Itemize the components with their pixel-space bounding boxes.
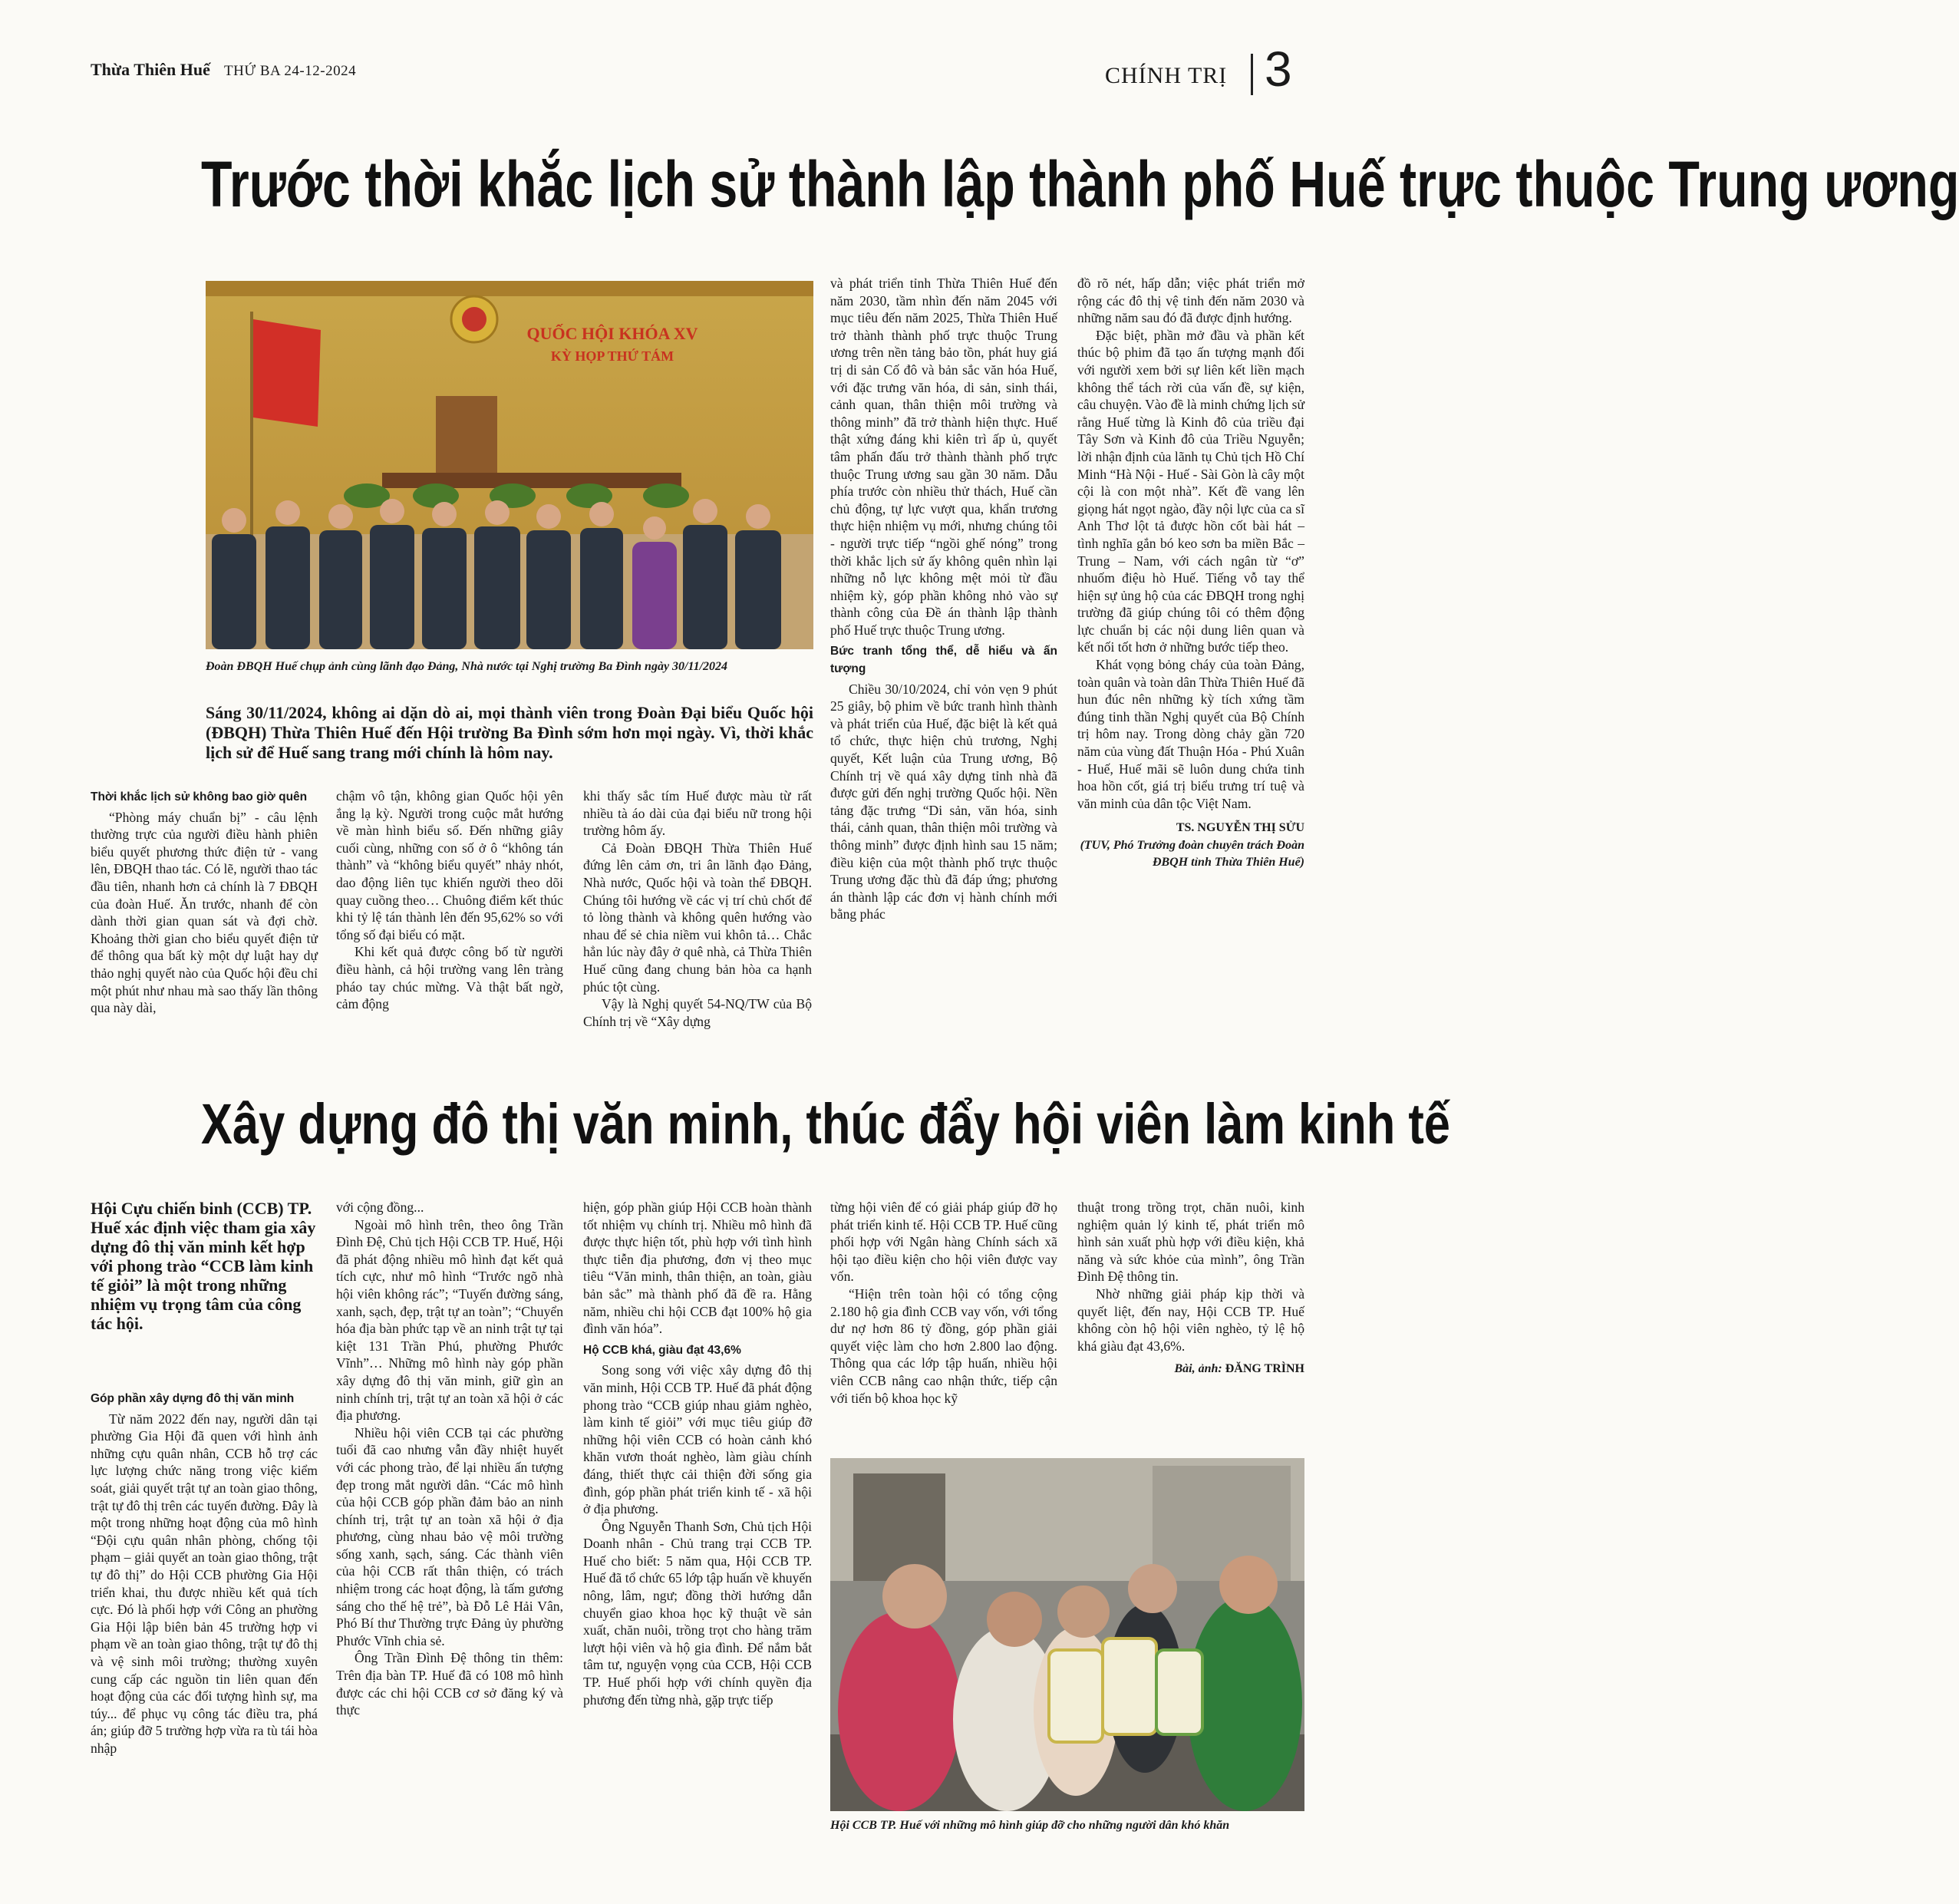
article1-photo: [206, 281, 813, 649]
article1-paragraph: Đặc biệt, phần mở đầu và phần kết thúc bộ phim đã tạo ấn tượng mạnh đối với người xem bởi sự liên kết liền mạch không thể tách rời của vấn đề, sự kiện, câu chuyện. Vào đề là minh chứng lịch sử rằng Huế từng là Kinh đô của triều đại Tây Sơn và Kinh đô của Triều Nguyễn; lời nhận định của lãnh tụ Chủ tịch Hồ Chí Minh “Hà Nội - Huế - Sài Gòn là cây một cội là con một nhà”. Kết đề vang lên giọng hát ngọt ngào, đầy nội lực của ca sĩ Anh Thơ lột tả được hồn cốt bài hát – tình nghĩa gắn bó keo sơn ba miền Bắc – Trung – Nam, với cách ngân từ “ơ” nhuốm điệu hò Huế. Tiếng vỗ tay thể hiện sự ủng hộ của các ĐBQH trong nghị trường đã giúp chúng tôi có thêm động lực chuẩn bị các nội dung liên quan và kết nối tốt hơn ở những bước tiếp theo.: [1077, 327, 1304, 655]
article2-column-1: [91, 1389, 318, 1757]
credit-label: Bài, ảnh:: [1174, 1362, 1222, 1376]
section-title: CHÍNH TRỊ: [1105, 63, 1228, 88]
article2-headline: Xây dựng đô thị văn minh, thúc đẩy hội viên làm kinh tế: [201, 1092, 1450, 1156]
article1-column-1: [91, 787, 318, 1017]
article1-lead: Sáng 30/11/2024, không ai dặn dò ai, mọi thành viên trong Đoàn Đại biểu Quốc hội (ĐBQH) Thừa Thiên Huế đến Hội trường Ba Đình sớm hơn mọi ngày. Vì, thời khắc lịch sử để Huế sang trang mới chính là hôm nay.: [206, 703, 813, 762]
article2-photo: [830, 1458, 1304, 1811]
article2-photo-caption: Hội CCB TP. Huế với những mô hình giúp đỡ cho những người dân khó khăn: [830, 1819, 1230, 1832]
article1-paragraph: khi thấy sắc tím Huế được màu từ rất nhiều tà áo dài của đại biểu nữ trong hội trường hôm ấy.: [583, 788, 812, 839]
article1-paragraph: Khi kết quả được công bố từ người điều hành, cả hội trường vang lên tràng pháo tay chúc mừng. Và thật bất ngờ, cảm động: [336, 944, 563, 1012]
article2-paragraph: Ngoài mô hình trên, theo ông Trần Đình Đệ, Chủ tịch Hội CCB TP. Huế, Hội đã phát động nhiều mô hình đạt kết quả tích cực, như mô hình “Trước ngõ nhà hội viên không rác”; “Tuyến đường sáng, xanh, sạch, đẹp, trật tự an toàn”; “Chuyển hóa địa bàn phức tạp về an ninh trật tự tại kiệt 131 Trần Phú, phường Phước Vĩnh”… Những mô hình này góp phần xây dựng đô thị văn minh, giữ gìn an ninh chính trị, trật tự an toàn xã hội ở các địa phương.: [336, 1216, 563, 1424]
article1-paragraph: Cả Đoàn ĐBQH Thừa Thiên Huế đứng lên cảm ơn, tri ân lãnh đạo Đảng, Nhà nước, Quốc hội và toàn thể ĐBQH. Chúng tôi hướng về các vị trí chủ chốt để tỏ lòng thành và không quên hướng vào nhau để sẻ chia niềm vui khôn tả… Chắc hẳn lúc này đây ở quê nhà, cả Thừa Thiên Huế cũng đang chung bản hòa ca hạnh phúc tột cùng.: [583, 840, 812, 995]
article2-paragraph: hiện, góp phần giúp Hội CCB hoàn thành tốt nhiệm vụ chính trị. Nhiều mô hình đã được thực hiện tốt, phù hợp với tình hình thực tiễn địa phương, đơn vị theo mục tiêu “Văn minh, thân thiện, an toàn, giàu bản sắc” mà thành phố đã đề ra. Hằng năm, nhiều chi hội CCB đạt 100% hộ gia đình văn hóa”.: [583, 1199, 812, 1337]
article2-paragraph: Nhờ những giải pháp kịp thời và quyết liệt, đến nay, Hội CCB TP. Huế không còn hộ hội viên nghèo, tỷ lệ hộ khá giàu đạt 43,6%.: [1077, 1285, 1304, 1354]
article1-paragraph: và phát triển tỉnh Thừa Thiên Huế đến năm 2030, tầm nhìn đến năm 2045 với mục tiêu đến năm 2025, Thừa Thiên Huế trở thành thành phố trực thuộc Trung ương trên nền tảng bảo tồn, phát huy giá trị di sản Cố đô và bản sắc văn hóa Huế, với đặc trưng văn hóa, di sản, sinh thái, cảnh quan, thân thiện môi trường và thông minh” đã trở thành hiện thực. Huế thật xứng đáng khi kiên trì ấp ủ, quyết tâm phấn đấu trở thành thành phố trực thuộc Trung ương sau gần 30 năm. Dẫu phía trước còn nhiều thử thách, Huế cần chủ động, tự lực vượt qua, khẩn trương thực hiện nhiệm vụ mới, nhưng chúng tôi - người trực tiếp “ngồi ghế nóng” trong thời khắc lịch sử ấy không quên nhìn lại những nỗ lực không mệt mỏi từ đầu nhiệm kỳ, góp phần không nhỏ vào sự thành công của Đề án thành lập thành phố Huế trực thuộc Trung ương.: [830, 276, 1057, 638]
article1-paragraph: “Phòng máy chuẩn bị” - câu lệnh thường trực của người điều hành phiên biểu quyết phương thức điện tử - vang lên, ĐBQH thao tác. Có lẽ, người thao tác đầu tiên, nhanh hơn cả chính là 7 ĐBQH của đoàn Huế. Ăn trước, nhanh để còn dành thời gian quan sát và đợi chờ. Khoảng thời gian cho biểu quyết điện tử để thông qua bất kỳ một dự luật hay dự thảo nghị quyết nào của Quốc hội đều chỉ một phút như nhau mà sao thấy lần thông qua này dài,: [91, 809, 318, 1016]
banner-line-1: QUỐC HỘI KHÓA XV: [526, 324, 698, 343]
article2-column-4: [830, 1199, 1057, 1407]
article2-paragraph: “Hiện trên toàn hội có tổng cộng 2.180 hộ gia đình CCB vay vốn, với tổng dư nợ hơn 86 tỷ đồng, góp phần giải quyết việc làm cho hơn 2.800 lao động. Thông qua các lớp tập huấn, nhiều hội viên CCB nâng cao nhận thức, tiếp cận với tiến bộ khoa học kỹ: [830, 1285, 1057, 1406]
newspaper-name: Thừa Thiên Huế: [91, 60, 210, 79]
article2-column-2: [336, 1199, 563, 1719]
article2-paragraph: với cộng đồng...: [336, 1199, 424, 1215]
article1-column-4: [830, 275, 1057, 923]
credit-name: ĐĂNG TRÌNH: [1225, 1362, 1304, 1376]
article1-paragraph: Vậy là Nghị quyết 54-NQ/TW của Bộ Chính trị về “Xây dựng: [583, 996, 812, 1029]
article1-paragraph: Chiều 30/10/2024, chỉ vỏn vẹn 9 phút 25 giây, bộ phim về bức tranh hình thành và phát triển của Huế, đặc biệt là kết quả tổ chức, thực hiện chủ trương, Nghị quyết, Kết luận của Trung ương, Bộ Chính trị về quá xây dựng tỉnh nhà đã được gửi đến nghị trường Quốc hội. Nền tảng đặc trưng “Di sản, văn hóa, sinh thái, cảnh quan, thân thiện môi trường và thông minh” được định hình sau 15 năm; điều kiện của một thành phố trực thuộc Trung ương đặc thù đã đáp ứng; phương án thành lập các đơn vị hành chính mới bằng phác: [830, 681, 1057, 922]
issue-date: THỨ BA 24-12-2024: [224, 63, 357, 79]
article2-column-5: [1077, 1199, 1304, 1378]
article2-paragraph: Nhiều hội viên CCB tại các phường tuổi đã cao nhưng vẫn đầy nhiệt huyết với các phong trào, để lại nhiều ấn tượng đẹp trong mắt người dân. “Các mô hình của hội CCB góp phần đảm bảo an ninh chính trị, trật tự an toàn xã hội ở địa phương, cùng nhau bảo vệ môi trường sống xanh, sạch, sáng. Các thành viên của hội CCB rất thân thiện, có trách nhiệm trong các hoạt động, là tấm gương sáng cho thế hệ trẻ”, bà Đỗ Lê Hải Vân, Phó Bí thư Thường trực Đảng ủy phường Phước Vĩnh chia sẻ.: [336, 1424, 563, 1648]
article1-subhead-1: Thời khắc lịch sử không bao giờ quên: [91, 790, 308, 804]
article1-photo-caption: Đoàn ĐBQH Huế chụp ảnh cùng lãnh đạo Đảng, Nhà nước tại Nghị trường Ba Đình ngày 30/11/2024: [206, 660, 728, 673]
article1-column-5: [1077, 275, 1304, 871]
article1-paragraph: đồ rõ nét, hấp dẫn; việc phát triển mở rộng các đô thị vệ tinh đến năm 2030 và những năm sau đó đã được định hướng.: [1077, 276, 1304, 326]
article2-subhead-1: Góp phần xây dựng đô thị văn minh: [91, 1392, 295, 1405]
article2-paragraph: Ông Nguyễn Thanh Sơn, Chủ tịch Hội Doanh nhân - Chủ trang trại CCB TP. Huế cho biết: 5 năm qua, Hội CCB TP. Huế đã tổ chức 65 lớp tập huấn về khuyến nông, lâm, ngư; đồng thời hướng dẫn chuyển giao khoa học kỹ thuật về sản xuất, chăn nuôi, trồng trọt cho hàng trăm lượt hội viên và hộ gia đình. Để nắm bắt tâm tư, nguyện vọng của CCB, Hội CCB TP. Huế phối hợp với chính quyền địa phương đến từng nhà, gặp trực tiếp: [583, 1518, 812, 1708]
article1-column-2: [336, 787, 563, 1013]
article2-paragraph: Song song với việc xây dựng đô thị văn minh, Hội CCB TP. Huế đã phát động phong trào “CCB giúp nhau giảm nghèo, làm kinh tế giỏi” với mục tiêu giúp đỡ những hội viên CCB có hoàn cảnh khó khăn vươn thoát nghèo, làm giàu chính đáng, thiết thực cải thiện đời sống gia đình, góp phần phát triển kinh tế - xã hội ở địa phương.: [583, 1362, 812, 1517]
article1-paragraph: chậm vô tận, không gian Quốc hội yên ắng lạ kỳ. Người trong cuộc mắt hướng về màn hình biểu số. Đến những giây cuối cùng, những con số ở ô “không tán thành” và “không biểu quyết” nhảy nhót, dao động liên tục khiến người theo dõi quay cuồng theo… Chuông điểm kết thúc khi tỷ lệ tán thành lên đến 95,62% so với tổng số đại biểu có mặt.: [336, 788, 563, 942]
banner-line-2: KỲ HỌP THỨ TÁM: [550, 348, 674, 364]
article2-column-3: [583, 1199, 812, 1708]
article2-lead: Hội Cựu chiến binh (CCB) TP. Huế xác định việc tham gia xây dựng đô thị văn minh kết hợp với phong trào “CCB làm kinh tế giỏi” là một trong những nhiệm vụ trọng tâm của công tác hội.: [91, 1199, 316, 1333]
article1-headline: Trước thời khắc lịch sử thành lập thành phố Huế trực thuộc Trung ương: [201, 148, 1959, 220]
article2-paragraph: thuật trong trồng trọt, chăn nuôi, kinh nghiệm quản lý kinh tế, phát triển mô hình sản xuất phù hợp với điều kiện, khả năng và sức khỏe của mình”, ông Trần Đình Đệ thông tin.: [1077, 1199, 1304, 1285]
article1-author: TS. NGUYỄN THỊ SỬU: [1176, 821, 1304, 835]
article1-subhead-2: Bức tranh tổng thể, dễ hiểu và ấn tượng: [830, 645, 1057, 676]
article1-paragraph: Khát vọng bỏng cháy của toàn Đảng, toàn quân và toàn dân Thừa Thiên Huế đã hun đúc nên những kỳ tích xứng tầm đúng tinh thần Nghị quyết của Bộ Chính trị hôm nay. Trong dòng chảy gần 720 năm của vùng đất Thuận Hóa - Phú Xuân - Huế, Huế mãi sẽ luôn dung chứa tinh hoa hồn cốt, giá trị biểu trưng trí tuệ và văn minh của dân tộc Việt Nam.: [1077, 657, 1304, 811]
header-divider: [1251, 54, 1253, 95]
article2-paragraph: Từ năm 2022 đến nay, người dân tại phường Gia Hội đã quen với hình ảnh những cựu quân nhân, CCB hỗ trợ các lực lượng chức năng trong việc kiểm soát, giải quyết trật tự an toàn giao thông, trật tự đô thị trên các tuyến đường. Đây là một trong những hoạt động của mô hình “Đội cựu quân nhân phòng, chống tội phạm – giải quyết an toàn giao thông, trật tự đô thị” do Hội CCB phường Gia Hội triển khai, thu được nhiều kết quả tích cực. Đó là phối hợp với Công an phường Gia Hội lập biên bản 45 trường hợp vi phạm về an toàn giao thông, trật tự đô thị và vệ sinh môi trường; thường xuyên cung cấp các nguồn tin liên quan đến hoạt động của các đối tượng hình sự, ma túy... để phục vụ công tác điều tra, phá án; giúp đỡ 5 trường hợp vừa ra tù tái hòa nhập: [91, 1411, 318, 1756]
article1-author-role: (TUV, Phó Trưởng đoàn chuyên trách Đoàn ĐBQH tỉnh Thừa Thiên Huế): [1080, 839, 1304, 869]
page-number: 3: [1265, 41, 1292, 97]
veterans-aid-photo: [830, 1458, 1304, 1811]
article2-credit: [1077, 1361, 1304, 1378]
article1-column-3: [583, 787, 812, 1030]
article2-subhead-2: Hộ CCB khá, giàu đạt 43,6%: [583, 1343, 741, 1357]
article2-paragraph: từng hội viên để có giải pháp giúp đỡ họ phát triển kinh tế. Hội CCB TP. Huế cũng phối hợp với Ngân hàng Chính sách xã hội tạo điều kiện cho hội viên được vay vốn.: [830, 1199, 1057, 1285]
national-assembly-photo: [206, 281, 813, 649]
article2-paragraph: Ông Trần Đình Đệ thông tin thêm: Trên địa bàn TP. Huế đã có 108 mô hình được các chi hội CCB cơ sở đăng ký và thực: [336, 1650, 563, 1718]
